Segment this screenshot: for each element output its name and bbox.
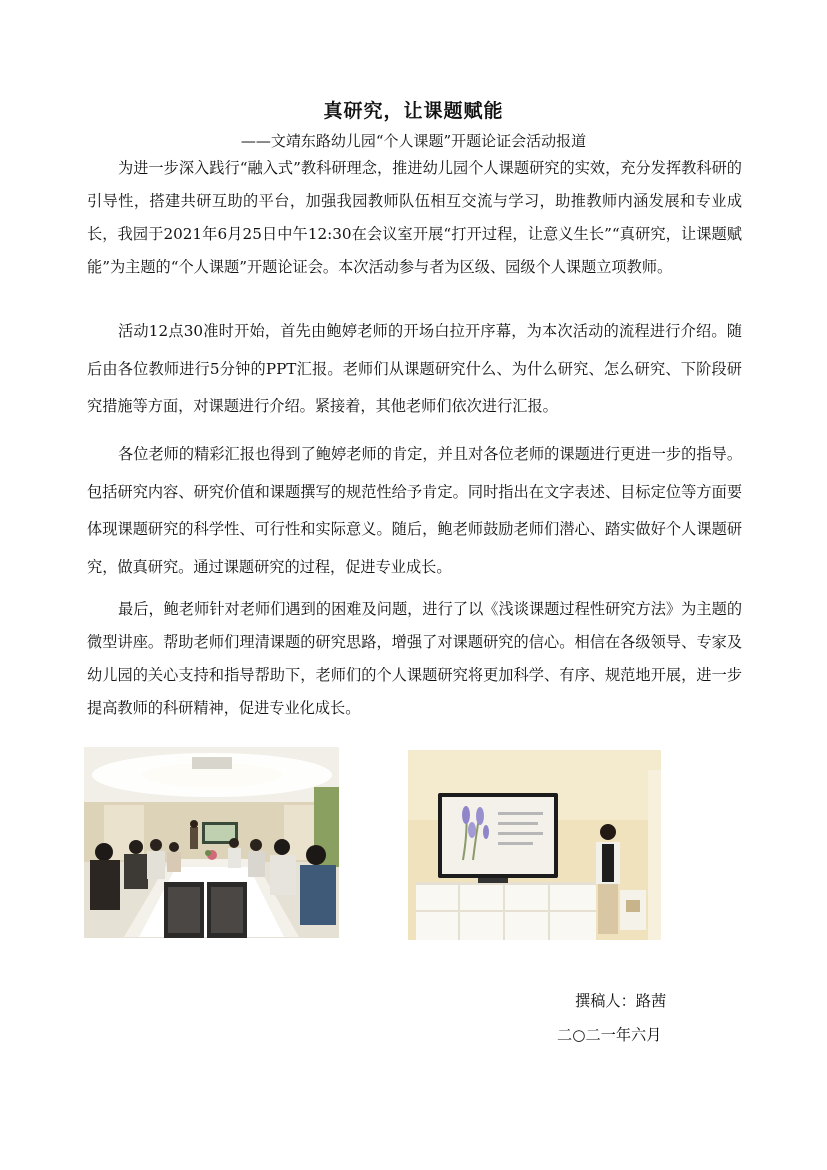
author-credit: 撰稿人：路茜 [575, 992, 667, 1010]
paragraph-feedback: 各位老师的精彩汇报也得到了鲍婷老师的肯定，并且对各位老师的课题进行更进一步的指导。包括研究内容、研究价值和课题撰写的规范性给予肯定。同时指出在文字表述、目标定位等方面要体现课题研究的科学性、可行性和实际意义。随后，鲍老师鼓励老师们潜心、踏实做好个人课题研究，做真研究。通过课题研究的过程，促进专业成长。 [87, 445, 742, 576]
paragraph-process: 活动12点30准时开始，首先由鲍婷老师的开场白拉开序幕，为本次活动的流程进行介绍。随后由各位教师进行5分钟的PPT汇报。老师们从课题研究什么、为什么研究、怎么研究、下阶段研究措施等方面，对课题进行介绍。紧接着，其他老师们依次进行汇报。 [87, 322, 742, 415]
meeting-room-photo [84, 747, 339, 938]
document-title: 真研究，让课题赋能 [323, 100, 504, 122]
presentation-photo [408, 750, 661, 940]
paragraph-conclusion: 最后，鲍老师针对老师们遇到的困难及问题，进行了以《浅谈课题过程性研究方法》为主题的微型讲座。帮助老师们理清课题的研究思路，增强了对课题研究的信心。相信在各级领导、专家及幼儿园的关心支持和指导帮助下，老师们的个人课题研究将更加科学、有序、规范地开展，进一步提高教师的科研精神，促进专业化成长。 [87, 600, 742, 717]
presentation-photo-image [408, 750, 661, 940]
document-subtitle: ——文靖东路幼儿园“个人课题”开题论证会活动报道 [240, 132, 587, 150]
paragraph-intro: 为进一步深入践行“融入式”教科研理念，推进幼儿园个人课题研究的实效，充分发挥教科研的引导性，搭建共研互助的平台，加强我园教师队伍相互交流与学习，助推教师内涵发展和专业成长，我园于2021年6月25日中午12:30在会议室开展“打开过程，让意义生长”“真研究，让课题赋能”为主题的“个人课题”开题论证会。本次活动参与者为区级、园级个人课题立项教师。 [87, 159, 742, 276]
meeting-room-photo-image [84, 747, 339, 938]
publication-date: 二○二一年六月 [557, 1026, 662, 1044]
